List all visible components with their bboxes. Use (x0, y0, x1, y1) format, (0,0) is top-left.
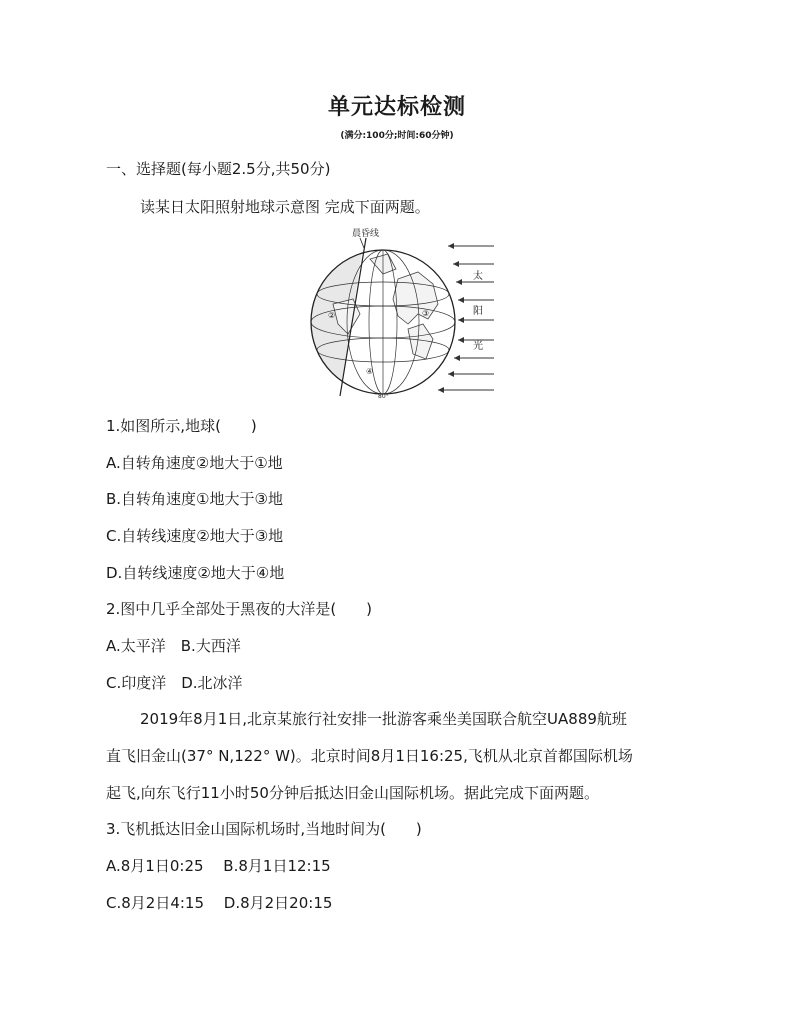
arrow-heads (438, 243, 464, 393)
sun-label-1: 太 (473, 271, 483, 282)
q1-option-a: A.自转角速度②地大于①地 (106, 454, 283, 472)
sunlight-rays (438, 246, 494, 390)
page-subtitle: (满分:100分;时间:60分钟) (340, 131, 454, 141)
q1-option-b: B.自转角速度①地大于③地 (106, 490, 283, 508)
passage-line-1: 2019年8月1日,北京某旅行社安排一批游客乘坐美国联合航空UA889航班 (140, 710, 627, 728)
q1-stem: 1.如图所示,地球( ) (106, 417, 257, 435)
terminator-label: 晨昏线 (352, 229, 380, 239)
terminator-pointer (360, 238, 364, 248)
q2-options-ab: A.太平洋 B.大西洋 (106, 637, 241, 655)
marker-2: ② (328, 311, 336, 320)
q3-options-ab: A.8月1日0:25 B.8月1日12:15 (106, 857, 331, 875)
marker-4: ④ (366, 367, 374, 376)
q2-stem: 2.图中几乎全部处于黑夜的大洋是( ) (106, 600, 373, 618)
passage-line-2: 直飞旧金山(37° N,122° W)。北京时间8月1日16:25,飞机从北京首都国际机场 (106, 747, 633, 765)
q2-options-cd: C.印度洋 D.北冰洋 (106, 674, 243, 692)
sun-label-2: 阳 (473, 306, 483, 317)
q3-stem: 3.飞机抵达旧金山国际机场时,当地时间为( ) (106, 820, 422, 838)
passage-line-3: 起飞,向东飞行11小时50分钟后抵达旧金山国际机场。据此完成下面两题。 (106, 784, 599, 802)
q3-options-cd: C.8月2日4:15 D.8月2日20:15 (106, 894, 333, 912)
page-title: 单元达标检测 (327, 95, 466, 120)
q1-option-d: D.自转线速度②地大于④地 (106, 564, 285, 582)
question-intro: 读某日太阳照射地球示意图 完成下面两题。 (140, 198, 430, 216)
marker-3: ③ (422, 309, 430, 318)
q1-option-c: C.自转线速度②地大于③地 (106, 527, 284, 545)
latitude-label: 80° (378, 393, 389, 399)
section-heading: 一、选择题(每小题2.5分,共50分) (106, 160, 331, 178)
sun-label-3: 光 (473, 341, 483, 352)
globe-illustration (298, 224, 498, 399)
